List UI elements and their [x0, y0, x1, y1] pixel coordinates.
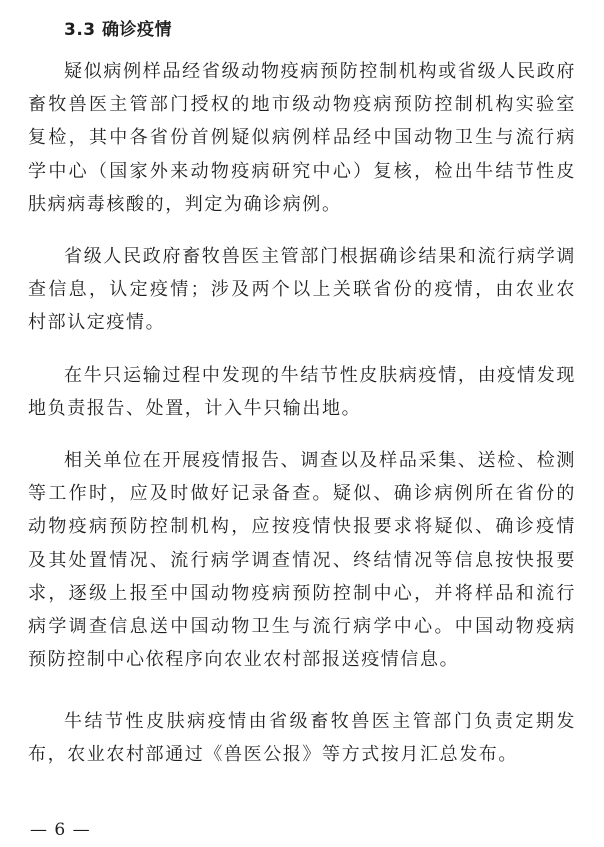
paragraph-transport-cases: 在牛只运输过程中发现的牛结节性皮肤病疫情，由疫情发现地负责报告、处置，计入牛只输出地。 — [28, 365, 576, 420]
section-heading: 3.3 确诊疫情 — [64, 20, 173, 40]
paragraph-confirmation-testing: 疑似病例样品经省级动物疫病预防控制机构或省级人民政府畜牧兽医主管部门授权的地市级动物疫病预防控制机构实验室复检，其中各省份首例疑似病例样品经中国动物卫生与流行病学中心（国家外来动物疫病研究中心）复核，检出牛结节性皮肤病病毒核酸的，判定为确诊病例。 — [28, 61, 576, 215]
paragraph-publication: 牛结节性皮肤病疫情由省级畜牧兽医主管部门负责定期发布，农业农村部通过《兽医公报》等方式按月汇总发布。 — [28, 711, 576, 766]
page-number: — 6 — — [30, 820, 91, 840]
paragraph-provincial-determination: 省级人民政府畜牧兽医主管部门根据确诊结果和流行病学调查信息，认定疫情；涉及两个以上关联省份的疫情，由农业农村部认定疫情。 — [28, 246, 576, 334]
paragraph-reporting-procedure: 相关单位在开展疫情报告、调查以及样品采集、送检、检测等工作时，应及时做好记录备查。疑似、确诊病例所在省份的动物疫病预防控制机构，应按疫情快报要求将疑似、确诊疫情及其处置情况、流行病学调查情况、终结情况等信息按快报要求，逐级上报至中国动物疫病预防控制中心，并将样品和流行病学调查信息送中国动物卫生与流行病学中心。中国动物疫病预防控制中心依程序向农业农村部报送疫情信息。 — [28, 450, 576, 671]
